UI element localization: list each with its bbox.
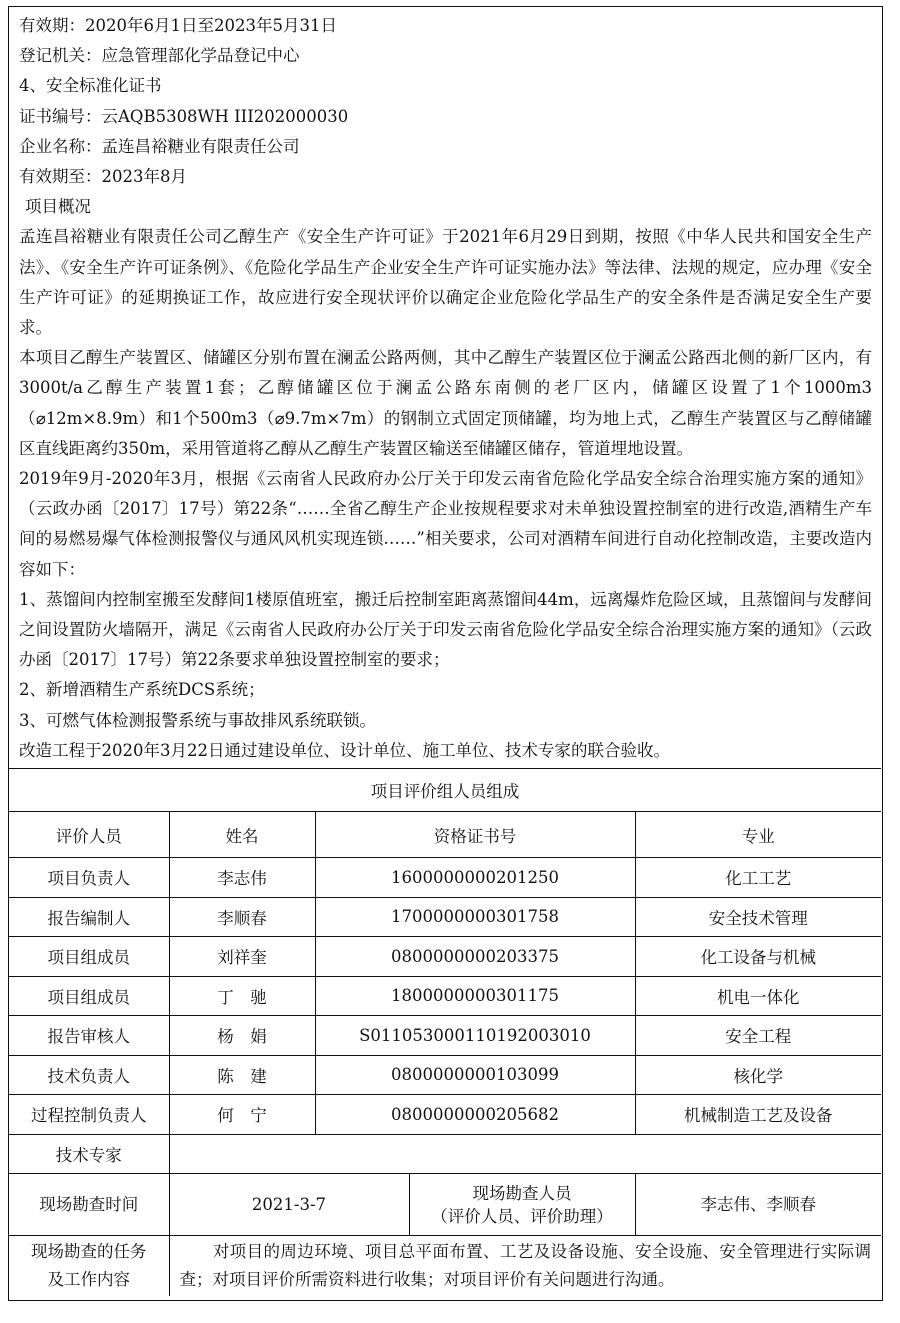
overview-title: 项目概况 — [25, 197, 91, 217]
cell-role: 过程控制负责人 — [9, 1095, 169, 1135]
registration-authority-line: 登记机关：应急管理部化学品登记中心 — [19, 46, 300, 66]
company-name-line: 企业名称：孟连昌裕糖业有限责任公司 — [19, 136, 300, 156]
cell-name: 李顺春 — [169, 897, 315, 937]
cell-specialty: 机电一体化 — [635, 976, 881, 1016]
cell-role: 项目组成员 — [9, 937, 169, 977]
cell-certificate: 0800000000203375 — [315, 937, 635, 977]
site-staff-label: 现场勘查人员 — [472, 1183, 572, 1203]
evaluation-team-table — [9, 768, 881, 1296]
table-title: 项目评价组人员组成 — [9, 769, 881, 812]
document-frame — [8, 6, 883, 1301]
header-certificate: 资格证书号 — [315, 812, 635, 858]
cell-certificate: 1600000000201250 — [315, 858, 635, 898]
cell-role: 项目负责人 — [9, 858, 169, 898]
header-role: 评价人员 — [9, 812, 169, 858]
valid-until-line: 有效期至：2023年8月 — [19, 167, 187, 187]
paragraph-item-3: 3、可燃气体检测报警系统与事故排风系统联锁。 — [19, 710, 376, 730]
site-staff-label-cell — [409, 1174, 635, 1236]
cell-specialty: 化工工艺 — [635, 858, 881, 898]
site-task-row — [9, 1236, 881, 1297]
paragraph-acceptance: 改造工程于2020年3月22日通过建设单位、设计单位、施工单位、技术专家的联合验收。 — [19, 740, 670, 760]
site-staff-sublabel: （评价人员、评价助理） — [431, 1206, 613, 1226]
paragraph-license: 孟连昌裕糖业有限责任公司乙醇生产《安全生产许可证》于2021年6月29日到期，按照《中华人民共和国安全生产法》、《安全生产许可证条例》、《危险化学品生产企业安全生产许可证实施办法》等法律、法规的规定，应办理《安全生产许可证》的延期换证工作，故应进行安全现状评价以确定企业危险化学品生产的安全条件是否满足安全生产要求。 — [19, 227, 872, 338]
cell-specialty: 安全技术管理 — [635, 897, 881, 937]
header-name: 姓名 — [169, 812, 315, 858]
cell-specialty: 机械制造工艺及设备 — [635, 1095, 881, 1135]
cell-certificate: 1800000000301175 — [315, 976, 635, 1016]
expert-value — [169, 1134, 881, 1174]
site-survey-row — [9, 1174, 881, 1236]
cell-name: 李志伟 — [169, 858, 315, 898]
table-row — [9, 937, 881, 977]
cell-certificate: 0800000000103099 — [315, 1055, 635, 1095]
table-row — [9, 858, 881, 898]
task-label-line-1: 现场勘查的任务 — [31, 1242, 147, 1261]
certificate-number-line: 证书编号：云AQB5308WH III202000030 — [19, 106, 349, 126]
table-title-row — [9, 769, 881, 812]
cell-specialty: 安全工程 — [635, 1016, 881, 1056]
certificate-heading: 4、安全标准化证书 — [19, 76, 162, 96]
table-row — [9, 1055, 881, 1095]
table-row — [9, 1095, 881, 1135]
table-row — [9, 976, 881, 1016]
site-time-label: 现场勘查时间 — [9, 1174, 169, 1236]
cell-role: 项目组成员 — [9, 976, 169, 1016]
site-staff-value: 李志伟、李顺春 — [635, 1174, 881, 1236]
header-specialty: 专业 — [635, 812, 881, 858]
task-label-cell — [9, 1236, 169, 1297]
expert-row — [9, 1134, 881, 1174]
cell-certificate: S011053000110192003010 — [315, 1016, 635, 1056]
cell-role: 报告编制人 — [9, 897, 169, 937]
cell-specialty: 核化学 — [635, 1055, 881, 1095]
paragraph-item-1: 1、蒸馏间内控制室搬至发酵间1楼原值班室，搬迁后控制室距离蒸馏间44m，远离爆炸危险区域，且蒸馏间与发酵间之间设置防火墙隔开，满足《云南省人民政府办公厅关于印发云南省危险化学品安全综合治理实施方案的通知》（云政办函〔2017〕17号）第22条要求单独设置控制室的要求； — [19, 589, 872, 670]
cell-name: 杨 娟 — [169, 1016, 315, 1056]
task-text: 对项目的周边环境、项目总平面布置、工艺及设备设施、安全设施、安全管理进行实际调查；对项目评价所需资料进行收集；对项目评价有关问题进行沟通。 — [179, 1242, 872, 1289]
cell-name: 何 宁 — [169, 1095, 315, 1135]
table-row — [9, 897, 881, 937]
cell-name: 刘祥奎 — [169, 937, 315, 977]
paragraph-layout: 本项目乙醇生产装置区、储罐区分别布置在澜孟公路两侧，其中乙醇生产装置区位于澜孟公路西北侧的新厂区内，有3000t/a乙醇生产装置1套；乙醇储罐区位于澜孟公路东南侧的老厂区内，储罐区设置了1个1000m3（⌀12m×8.9m）和1个500m3（⌀9.7m×7m）的钢制立式固定顶储罐，均为地上式，乙醇生产装置区与乙醇储罐区直线距离约350m，采用管道将乙醇从乙醇生产装置区输送至储罐区储存，管道埋地设置。 — [19, 348, 872, 458]
expert-label: 技术专家 — [9, 1134, 169, 1174]
overview-text-block — [9, 7, 882, 766]
table-header-row — [9, 812, 881, 858]
site-time-value: 2021-3-7 — [169, 1174, 409, 1236]
cell-role: 技术负责人 — [9, 1055, 169, 1095]
paragraph-item-2: 2、新增酒精生产系统DCS系统； — [19, 680, 265, 700]
paragraph-retrofit: 2019年9月-2020年3月，根据《云南省人民政府办公厅关于印发云南省危险化学品安全综合治理实施方案的通知》（云政办函〔2017〕17号）第22条“……全省乙醇生产企业按规程要求对未单独设置控制室的进行改造,酒精生产车间的易燃易爆气体检测报警仪与通风风机实现连锁……”相关要求，公司对酒精车间进行自动化控制改造，主要改造内容如下： — [19, 469, 872, 579]
cell-role: 报告审核人 — [9, 1016, 169, 1056]
task-label-line-2: 及工作内容 — [47, 1270, 130, 1289]
cell-name: 丁 驰 — [169, 976, 315, 1016]
cell-certificate: 1700000000301758 — [315, 897, 635, 937]
cell-certificate: 0800000000205682 — [315, 1095, 635, 1135]
cell-specialty: 化工设备与机械 — [635, 937, 881, 977]
validity-line: 有效期：2020年6月1日至2023年5月31日 — [19, 16, 337, 35]
task-description — [169, 1236, 881, 1297]
cell-name: 陈 建 — [169, 1055, 315, 1095]
table-row — [9, 1016, 881, 1056]
